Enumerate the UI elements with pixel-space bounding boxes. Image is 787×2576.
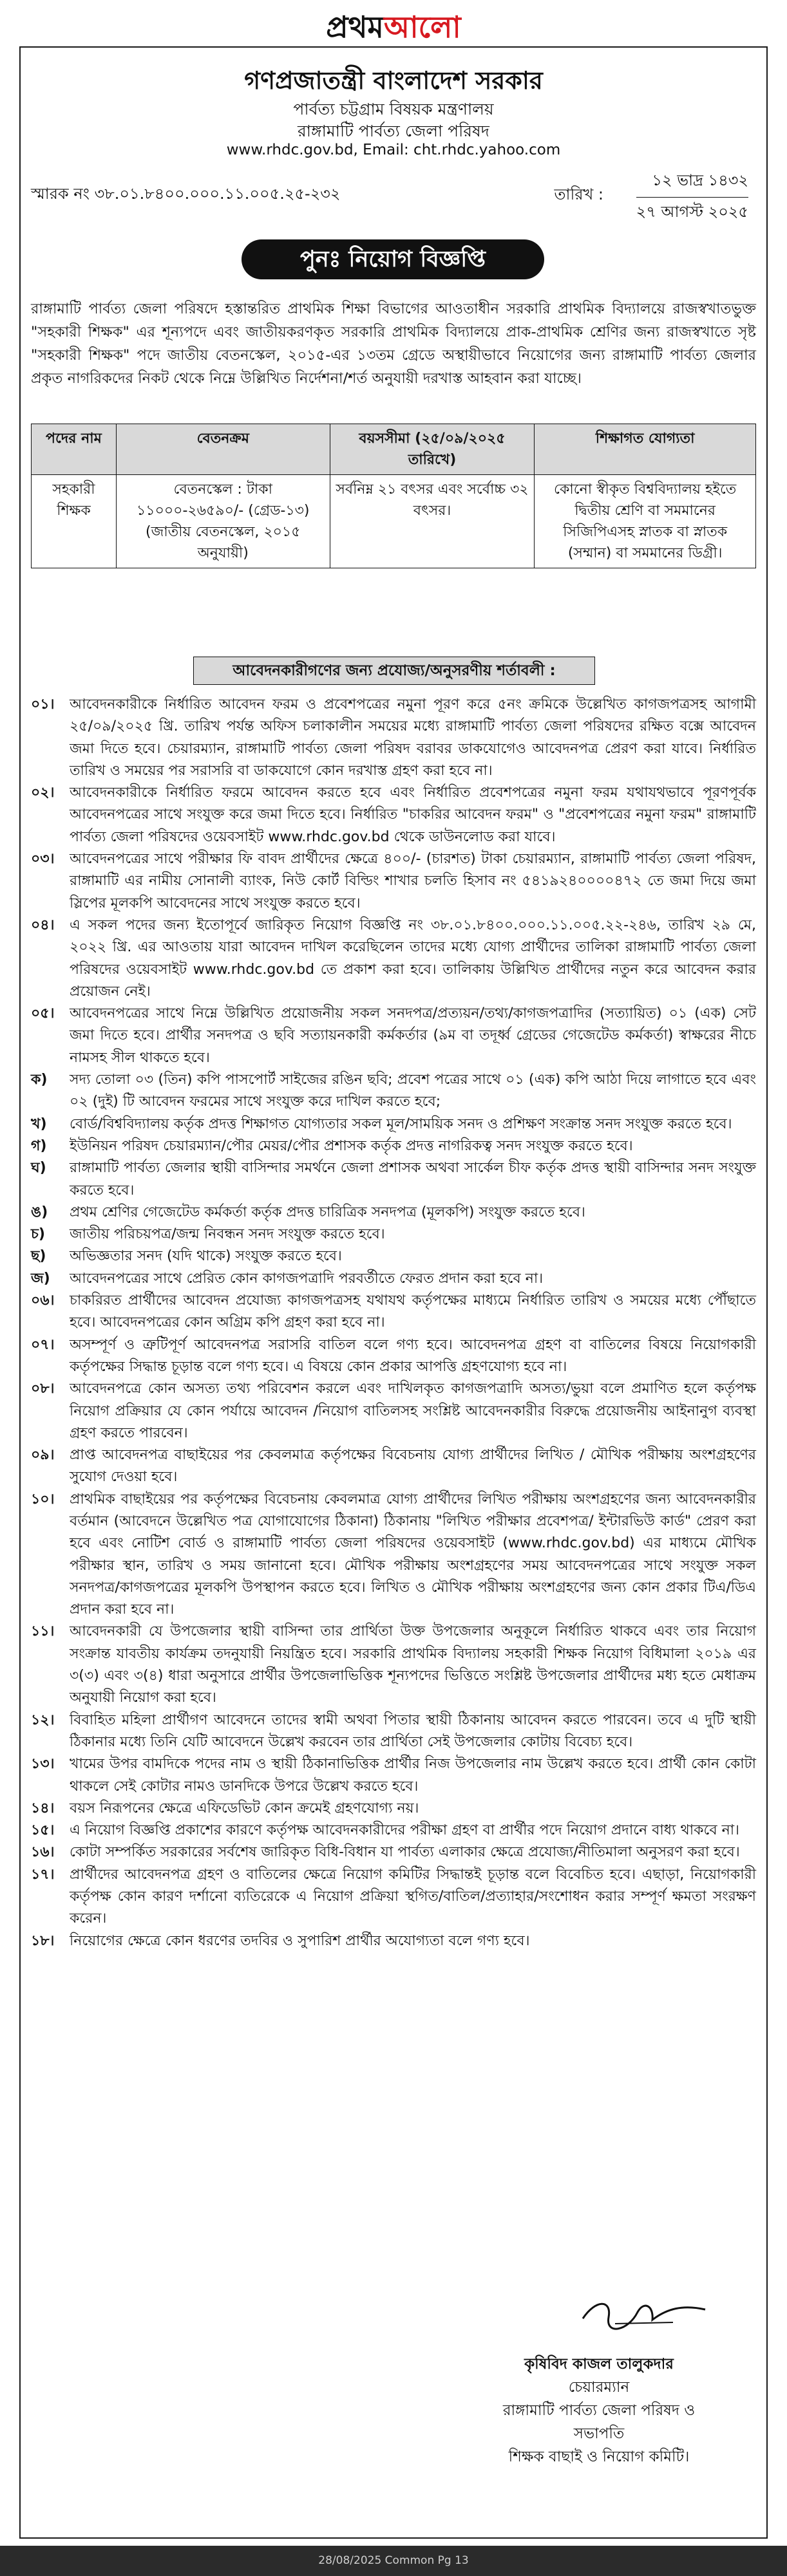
cell-post-name: সহকারী শিক্ষক [32, 475, 117, 568]
condition-item [31, 915, 756, 1003]
condition-text: আবেদনপত্রে কোন অসত্য তথ্য পরিবেশন করলে এবং দাখিলকৃত কাগজপত্রাদি অসত্য/ভুয়া বলে প্রমাণিত হলে কর্তৃপক্ষ নিয়োগ প্রক্রিয়ার যে কোন পর্যায়ে আবেদন /নিয়োগ বাতিলসহ সংশ্লিষ্ট আবেদনকারীর বিরুদ্ধে প্রয়োজনীয় আইনানুগ ব্যবস্থা গ্রহণ করতে পারবেন। [70, 1381, 756, 1441]
signatory-block [464, 2353, 734, 2469]
header-age-limit: বয়সসীমা (২৫/০৯/২০২৫ তারিখে) [330, 424, 535, 475]
condition-number: ১২। [31, 1712, 55, 1728]
conditions-title: আবেদনকারীগণের জন্য প্রযোজ্য/অনুসরণীয় শর্তাবলী : [193, 657, 595, 685]
condition-number: ০৫। [31, 1005, 55, 1022]
condition-text: খামের উপর বামদিকে পদের নাম ও স্থায়ী ঠিকানাভিত্তিক প্রার্থীর নিজ উপজেলার নাম উল্লেখ করতে হবে। প্রার্থী কোন কোটা থাকলে সেই কোটার নামও ডানদিকে উপরে উল্লেখ করতে হবে। [70, 1756, 756, 1795]
condition-text: বিবাহিত মহিলা প্রার্থীগণ আবেদনে তাদের স্বামী অথবা পিতার স্থায়ী ঠিকানায় আবেদন করতে পারবেন। তবে এ দুটি স্থায়ী ঠিকানার মধ্যে তিনি যেটি আবেদনে উল্লেখ করবেন তার প্রার্থিতা সেই উপজেলার কোটায় বিবেচ্য হবে। [70, 1712, 756, 1750]
condition-number: ০৮। [31, 1381, 55, 1397]
condition-text: বোর্ড/বিশ্ববিদ্যালয় কর্তৃক প্রদত্ত শিক্ষাগত যোগ্যতার সকল মূল/সাময়িক সনদ ও প্রশিক্ষণ সংক্রান্ত সনদ সংযুক্ত করতে হবে। [70, 1115, 732, 1132]
condition-text: এ নিয়োগ বিজ্ঞপ্তি প্রকাশের কারণে কর্তৃপক্ষ আবেদনকারীদের পরীক্ষা গ্রহণ বা প্রার্থীর পদে নিয়োগ প্রদানে বাধ্য থাকবে না। [70, 1822, 739, 1839]
condition-number: ১৮। [31, 1932, 55, 1949]
memo-number: স্মারক নং ৩৮.০১.৮৪০০.০০০.১১.০০৫.২৫-২৩২ [31, 185, 341, 203]
condition-text: প্রথম শ্রেণির গেজেটেড কর্মকর্তা কর্তৃক প্রদত্ত চারিত্রিক সনদপত্র (মূলকপি) সংযুক্ত করতে হবে। [70, 1204, 585, 1220]
condition-number: ছ) [31, 1248, 46, 1265]
condition-item [31, 1003, 756, 1069]
cell-qualification: কোনো স্বীকৃত বিশ্ববিদ্যালয় হইতে দ্বিতীয় শ্রেণি বা সমমানের সিজিপিএসহ স্নাতক বা স্নাতক (সম্মান) বা সমমানের ডিগ্রী। [535, 475, 756, 568]
condition-item [31, 1290, 756, 1334]
condition-item [31, 1820, 756, 1842]
condition-text: সদ্য তোলা ০৩ (তিন) কপি পাসপোর্ট সাইজের রঙিন ছবি; প্রবেশ পত্রের সাথে ০১ (এক) কপি আঠা দিয়ে লাগাতে হবে এবং ০২ (দুই) টি আবেদন ফরমের সাথে সংযুক্ত করে দাখিল করতে হবে; [70, 1072, 756, 1110]
signatory-title-4: শিক্ষক বাছাই ও নিয়োগ কমিটি। [508, 2449, 690, 2465]
condition-item [31, 1444, 756, 1489]
condition-text: জাতীয় পরিচয়পত্র/জন্ম নিবন্ধন সনদ সংযুক্ত করতে হবে। [70, 1226, 385, 1243]
condition-item [31, 1798, 756, 1820]
post-table [31, 424, 756, 568]
condition-number: ০৩। [31, 851, 55, 868]
condition-item [31, 1489, 756, 1621]
condition-text: অভিজ্ঞতার সনদ (যদি থাকে) সংযুক্ত করতে হবে। [70, 1248, 342, 1265]
condition-text: আবেদনপত্রের সাথে পরীক্ষার ফি বাবদ প্রার্থীদের ক্ষেত্রে ৪০০/- (চারশত) টাকা চেয়ারম্যান, রাঙ্গামাটি পার্বত্য জেলা পরিষদ, রাঙ্গামাটি এর নামীয় সোনালী ব্যাংক, নিউ কোর্ট বিল্ডিং শাখার চলতি হিসাব নং ৫৪১৯২৪০০০০৪৭২ তে জমা দিয়ে জমা স্লিপের মূলকপি আবেদনের সাথে সংযুক্ত করতে হবে। [70, 851, 756, 911]
condition-number: ১৭। [31, 1866, 55, 1883]
handwritten-signature [576, 2286, 712, 2338]
website-email: www.rhdc.gov.bd, Email: cht.rhdc.yahoo.com [226, 142, 561, 158]
condition-item [31, 1930, 756, 1952]
condition-text: আবেদনকারীকে নির্ধারিত আবেদন ফরম ও প্রবেশপত্রের নমুনা পূরণ করে ৫নং ক্রমিকে উল্লেখিত কাগজপত্রসহ আগামী ২৫/০৯/২০২৫ খ্রি. তারিখ পর্যন্ত অফিস চলাকালীন সময়ের মধ্যে রাঙ্গামাটি পার্বত্য জেলা পরিষদের রক্ষিত বক্সে আবেদন জমা দিতে হবে। চেয়ারম্যান, রাঙ্গামাটি পার্বত্য জেলা পরিষদ বরাবর ডাকযোগেও আবেদনপত্র প্রেরণ করা যাবে। নির্ধারিত তারিখ ও সময়ের পর সরাসরি বা ডাকযোগে কোন দরখাস্ত গ্রহণ করা হবে না। [70, 696, 756, 779]
condition-number: জ) [31, 1270, 50, 1287]
condition-item [31, 1842, 756, 1863]
date-english: ২৭ আগস্ট ২০২৫ [636, 203, 748, 221]
condition-text: আবেদনপত্রের সাথে নিম্নে উল্লিখিত প্রয়োজনীয় সকল সনদপত্র/প্রত্যয়ন/তথ্য/কাগজপত্রাদির (সত্যায়িত) ০১ (এক) সেট জমা দিতে হবে। প্রার্থীর সনদপত্র ও ছবি সত্যায়নকারী কর্মকর্তার (৯ম বা তদূর্ধ্ব গ্রেডের গেজেটেড কর্মকর্তা) স্বাক্ষরের নীচে নামসহ সীল থাকতে হবে। [70, 1005, 756, 1066]
condition-item [31, 1224, 756, 1246]
condition-item [31, 1069, 756, 1114]
date-label: তারিখ : [554, 185, 603, 203]
condition-number: ১৬। [31, 1844, 55, 1861]
condition-item [31, 848, 756, 915]
condition-item [31, 782, 756, 848]
condition-text: কোটা সম্পর্কিত সরকারের সর্বশেষ জারিকৃত বিধি-বিধান যা পার্বত্য এলাকার ক্ষেত্রে প্রযোজ্য/নীতিমালা অনুসরণ করা হবে। [70, 1844, 740, 1861]
header-qualification: শিক্ষাগত যোগ্যতা [535, 424, 756, 475]
conditions-list [31, 694, 756, 1952]
table-row [32, 475, 756, 568]
condition-text: আবেদনকারীকে নির্ধারিত ফরমে আবেদন করতে হবে এবং নির্ধারিত প্রবেশপত্রের নমুনা ফরম যথাযথভাবে পূরণপূর্বক আবেদনপত্রের সাথে সংযুক্ত করে জমা দিতে হবে। নির্ধারিত "চাকরির আবেদন ফরম" ও "প্রবেশপত্রের নমুনা ফরম" রাঙ্গামাটি পার্বত্য জেলা পরিষদের ওয়েবসাইট www.rhdc.gov.bd থেকে ডাউনলোড করা যাবে। [70, 785, 756, 845]
condition-text: প্রার্থীদের আবেদনপত্র গ্রহণ ও বাতিলের ক্ষেত্রে নিয়োগ কমিটির সিদ্ধান্তই চূড়ান্ত বলে বিবেচিত হবে। এছাড়া, নিয়োগকারী কর্তৃপক্ষ কোন কারণ দর্শানো ব্যতিরেকে এ নিয়োগ প্রক্রিয়া স্থগিত/বাতিল/প্রত্যাহার/সংশোধন করার সম্পূর্ণ ক্ষমতা সংরক্ষণ করেন। [70, 1866, 756, 1927]
council-name: রাঙ্গামাটি পার্বত্য জেলা পরিষদ [298, 122, 489, 140]
condition-number: ০৭। [31, 1336, 55, 1353]
condition-text: এ সকল পদের জন্য ইতোপূর্বে জারিকৃত নিয়োগ বিজ্ঞপ্তি নং ৩৮.০১.৮৪০০.০০০.১১.০০৫.২২-২৪৬, তারিখ ২৯ মে, ২০২২ খ্রি. এর আওতায় যারা আবেদন দাখিল করেছিলেন তাদের মধ্যে যোগ্য প্রার্থীদের তালিকা রাঙ্গামাটি পার্বত্য জেলা পরিষদের ওয়েবসাইট www.rhdc.gov.bd তে প্রকাশ করা হবে। তালিকায় উল্লিখিত প্রার্থীদের নতুন করে আবেদন করার প্রয়োজন নেই। [70, 917, 756, 1000]
date-block [554, 169, 748, 226]
condition-text: প্রাথমিক বাছাইয়ের পর কর্তৃপক্ষের বিবেচনায় কেবলমাত্র যোগ্য প্রার্থীদের লিখিত পরীক্ষায় অংশগ্রহণের জন্য আবেদনকারীর বর্তমান (আবেদনে উল্লেখিত পত্র যোগাযোগের ঠিকানা) ঠিকানায় "লিখিত পরীক্ষার প্রবেশপত্র/ ইন্টারভিউ কার্ড" প্রেরণ করা হবে এবং নোটিশ বোর্ড ও রাঙ্গামাটি পার্বত্য জেলা পরিষদের ওয়েবসাইট (www.rhdc.gov.bd) এর মাধ্যমে মৌখিক পরীক্ষার স্থান, তারিখ ও সময় জানানো হবে। মৌখিক পরীক্ষায় অংশগ্রহণের সময় আবেদনপত্রের সাথে সংযুক্ত সকল সনদপত্র/কাগজপত্রের মূলকপি উপস্থাপন করতে হবে। লিখিত ও মৌখিক পরীক্ষায় অংশগ্রহণের জন্য কোন প্রকার টিএ/ডিএ প্রদান করা হবে না। [70, 1491, 756, 1618]
ministry-name: পার্বত্য চট্টগ্রাম বিষয়ক মন্ত্রণালয় [293, 100, 494, 118]
signatory-title-3: সভাপতি [573, 2425, 625, 2442]
condition-text: আবেদনকারী যে উপজেলার স্থায়ী বাসিন্দা তার প্রার্থিতা উক্ত উপজেলার অনুকূলে নির্ধারিত থাকবে এবং তার নিয়োগ সংক্রান্ত যাবতীয় কার্যক্রম তদনুযায়ী নিয়ন্ত্রিত হবে। সরকারি প্রাথমিক বিদ্যালয় সহকারী শিক্ষক নিয়োগ বিধিমালা ২০১৯ এর ৩(৩) এবং ৩(৪) ধারা অনুসারে প্রার্থীর উপজেলাভিত্তিক শূন্যপদের ভিত্তিতে সংশ্লিষ্ট উপজেলার প্রার্থীদের মধ্য হতে মেধাক্রম অনুযায়ী নিয়োগ করা হবে। [70, 1623, 756, 1706]
condition-item [31, 1334, 756, 1379]
condition-number: ১৪। [31, 1800, 55, 1816]
condition-text: রাঙ্গামাটি পার্বত্য জেলার স্থায়ী বাসিন্দার সমর্থনে জেলা প্রশাসক অথবা সার্কেল চীফ কর্তৃক প্রদত্ত স্থায়ী বাসিন্দার সনদ সংযুক্ত করতে হবে। [70, 1160, 756, 1199]
condition-item [31, 1268, 756, 1290]
condition-text: নিয়োগের ক্ষেত্রে কোন ধরণের তদবির ও সুপারিশ প্রার্থীর অযোগ্যতা বলে গণ্য হবে। [70, 1932, 530, 1949]
condition-number: ঙ) [31, 1204, 48, 1220]
cell-pay-scale: বেতনস্কেল : টাকা ১১০০০-২৬৫৯০/- (গ্রেড-১৩) (জাতীয় বেতনস্কেল, ২০১৫ অনুযায়ী) [116, 475, 330, 568]
signatory-title-1: চেয়ারম্যান [568, 2379, 630, 2396]
condition-number: ০৬। [31, 1293, 55, 1309]
condition-number: ০২। [31, 785, 55, 801]
signatory-name: কৃষিবিদ কাজল তালুকদার [524, 2356, 674, 2373]
condition-item [31, 1753, 756, 1798]
condition-item [31, 1135, 756, 1157]
condition-number: ঘ) [31, 1160, 46, 1177]
condition-item [31, 1202, 756, 1224]
condition-item [31, 694, 756, 782]
condition-text: বয়স নিরূপনের ক্ষেত্রে এফিডেভিট কোন ক্রমেই গ্রহণযোগ্য নয়। [70, 1800, 419, 1816]
condition-number: ০৪। [31, 917, 55, 933]
condition-number: ১৩। [31, 1756, 55, 1773]
condition-number: খ) [31, 1115, 47, 1132]
signatory-title-2: রাঙ্গামাটি পার্বত্য জেলা পরিষদ ও [502, 2402, 696, 2419]
table-header-row [32, 424, 756, 475]
condition-number: ১৫। [31, 1822, 55, 1839]
condition-item [31, 1621, 756, 1709]
header-pay-scale: বেতনক্রম [116, 424, 330, 475]
notice-banner: পুনঃ নিয়োগ বিজ্ঞপ্তি [242, 239, 544, 279]
condition-item [31, 1378, 756, 1444]
condition-number: ০৯। [31, 1447, 55, 1464]
condition-item [31, 1246, 756, 1267]
intro-paragraph: রাঙ্গামাটি পার্বত্য জেলা পরিষদে হস্তান্তরিত প্রাথমিক শিক্ষা বিভাগের আওতাধীন সরকারি প্রাথমিক বিদ্যালয়ে রাজস্বখাতভুক্ত "সহকারী শিক্ষক" এর শূন্যপদে এবং জাতীয়করণকৃত সরকারি প্রাথমিক বিদ্যালয়ে প্রাক-প্রাথমিক শ্রেণির জন্য রাজস্বখাতে সৃষ্ট "সহকারী শিক্ষক" পদে জাতীয় বেতনস্কেল, ২০১৫-এর ১৩তম গ্রেডে অস্থায়ীভাবে নিয়োগের জন্য রাঙ্গামাটি পার্বত্য জেলার প্রকৃত নাগরিকদের নিকট থেকে নিম্নে উল্লিখিত নির্দেশনা/শর্ত অনুযায়ী দরখাস্ত আহবান করা যাচ্ছে। [31, 301, 756, 387]
condition-text: চাকরিরত প্রার্থীদের আবেদন প্রযোজ্য কাগজপত্রসহ যথাযথ কর্তৃপক্ষের মাধ্যমে নির্ধারিত তারিখ ও সময়ের মধ্যে পৌঁছাতে হবে। আবেদনপত্রের কোন অগ্রিম কপি গ্রহণ করা হবে না। [70, 1293, 756, 1331]
cell-age-limit: সর্বনিম্ন ২১ বৎসর এবং সর্বোচ্চ ৩২ বৎসর। [330, 475, 535, 568]
condition-item [31, 1157, 756, 1202]
condition-number: ০১। [31, 696, 55, 713]
government-title: গণপ্রজাতন্ত্রী বাংলাদেশ সরকার [244, 66, 543, 95]
masthead-part2: আলো [383, 10, 461, 44]
condition-number: ১১। [31, 1623, 55, 1640]
condition-text: প্রাপ্ত আবেদনপত্র বাছাইয়ের পর কেবলমাত্র কর্তৃপক্ষের বিবেচনায় যোগ্য প্রার্থীদের লিখিত / মৌখিক পরীক্ষায় অংশগ্রহণের সুযোগ দেওয়া হবে। [70, 1447, 756, 1486]
condition-text: অসম্পূর্ণ ও ত্রুটিপূর্ণ আবেদনপত্র সরাসরি বাতিল বলে গণ্য হবে। আবেদনপত্র গ্রহণ বা বাতিলের বিষয়ে নিয়োগকারী কর্তৃপক্ষের সিদ্ধান্ত চূড়ান্ত বলে গণ্য হবে। এ বিষয়ে কোন প্রকার আপত্তি গ্রহণযোগ্য হবে না। [70, 1336, 756, 1375]
condition-number: ১০। [31, 1491, 55, 1507]
condition-number: গ) [31, 1137, 47, 1154]
condition-item [31, 1710, 756, 1754]
page-footer: 28/08/2025 Common Pg 13 [0, 2546, 787, 2576]
condition-item [31, 1114, 756, 1135]
condition-number: চ) [31, 1226, 45, 1243]
condition-item [31, 1864, 756, 1930]
date-bangla: ১২ ভাদ্র ১৪৩২ [636, 169, 748, 198]
condition-text: আবেদনপত্রের সাথে প্রেরিত কোন কাগজপত্রাদি পরবর্তীতে ফেরত প্রদান করা হবে না। [70, 1270, 544, 1287]
masthead-part1: প্রথম [326, 10, 384, 44]
condition-text: ইউনিয়ন পরিষদ চেয়ারম্যান/পৌর মেয়র/পৌর প্রশাসক কর্তৃক প্রদত্ত নাগরিকত্ব সনদ সংযুক্ত করতে হবে। [70, 1137, 633, 1154]
condition-number: ক) [31, 1072, 48, 1088]
header-post-name: পদের নাম [32, 424, 117, 475]
